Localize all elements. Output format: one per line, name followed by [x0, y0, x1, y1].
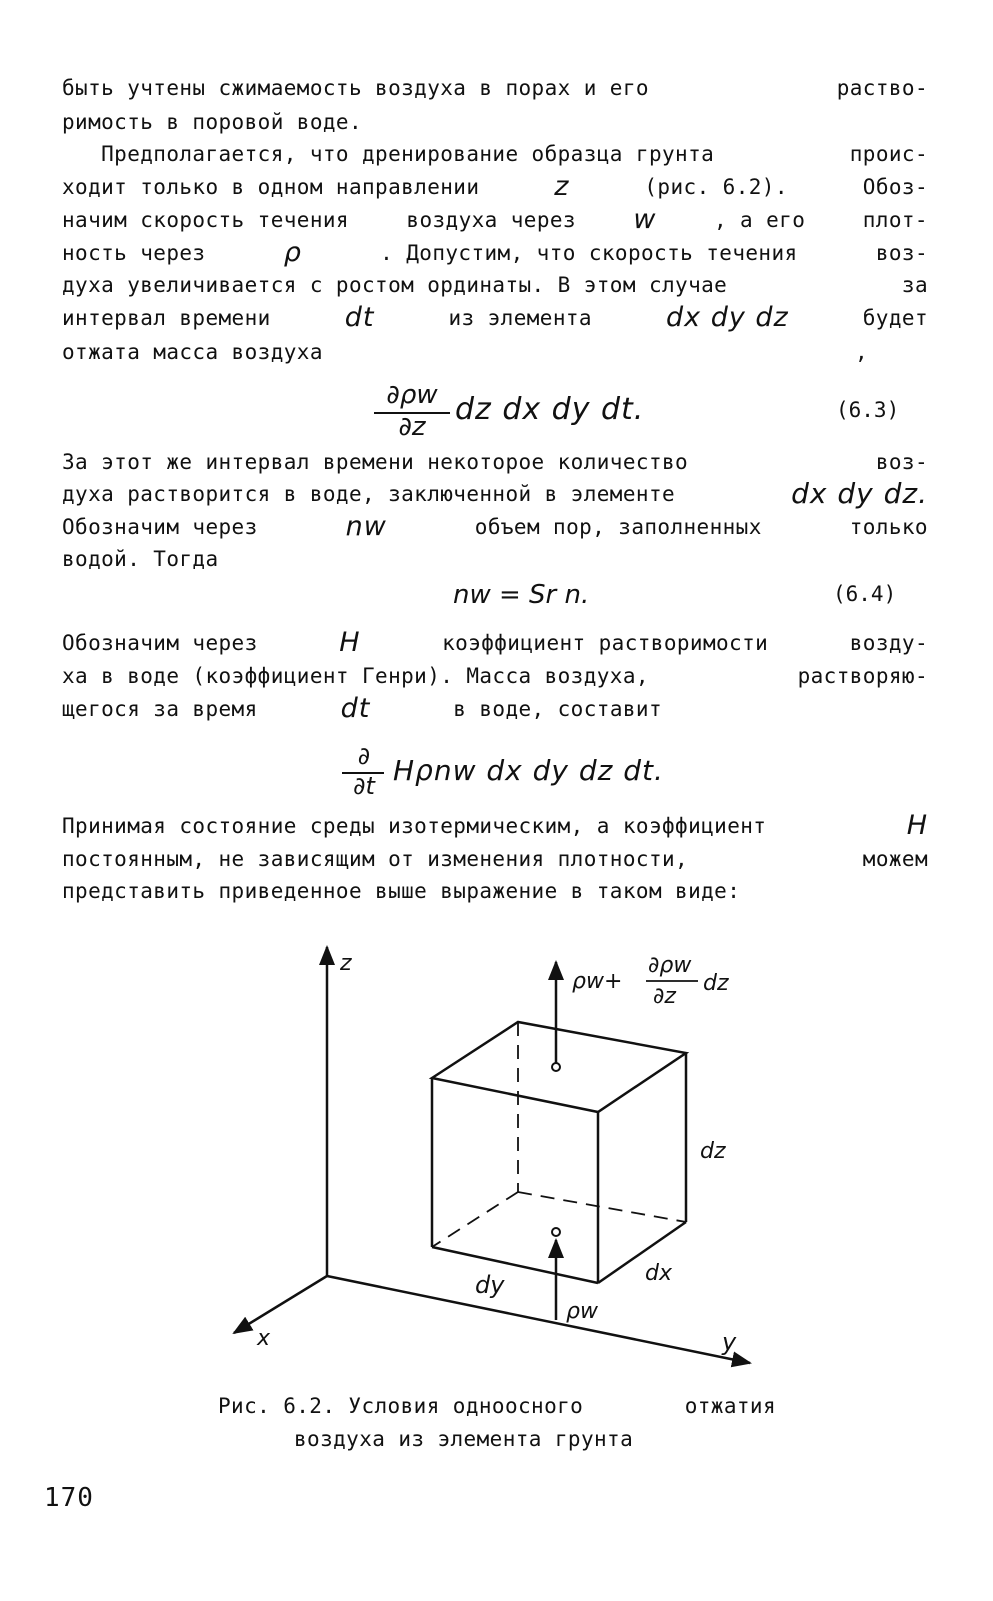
caption-text: отжатия	[684, 1394, 776, 1418]
text-segment: ходит только в одном направлении	[62, 175, 480, 199]
figure-caption-line2: воздуха из элемента грунта	[294, 1427, 634, 1451]
text-segment: интервал времени	[62, 306, 271, 330]
text-segment: начим скорость течения	[62, 208, 349, 232]
text-segment: будет	[862, 306, 928, 330]
math-symbol: dt	[340, 693, 371, 724]
math-symbol: z	[554, 171, 570, 202]
cube-hidden-bottom-back-edge	[518, 1192, 686, 1222]
text-segment: ха в воде (коэффициент Генри). Масса воздуха,	[62, 664, 649, 688]
bottom-flux-label: ρw	[566, 1299, 598, 1324]
text-segment: только	[849, 515, 928, 539]
x-axis	[234, 1276, 327, 1333]
caption-text: Рис. 6.2. Условия одноосного	[218, 1394, 584, 1418]
figure-element-diagram	[0, 930, 993, 1370]
equation-number: (6.4)	[833, 582, 897, 606]
text-segment: Предполагается, что дренирование образца грунта	[62, 142, 715, 166]
cube-bottom-right-edge	[598, 1222, 686, 1283]
text-line	[62, 73, 928, 103]
text-segment: духа растворится в воде, заключенной в элементе	[62, 482, 676, 506]
text-line	[62, 628, 928, 658]
text-segment: коэффициент растворимости	[442, 631, 769, 655]
text-line	[62, 694, 662, 724]
text-line: водой. Тогда	[62, 547, 219, 571]
text-segment: Принимая состояние среды изотермическим, а коэффициент	[62, 814, 767, 838]
text-line	[62, 270, 928, 300]
text-line	[62, 661, 928, 691]
figure-caption	[218, 1394, 776, 1418]
top-flux-fraction-numerator: ∂ρw	[648, 953, 692, 978]
text-segment: Обоз-	[862, 175, 928, 199]
math-symbol: dx dy dz.	[791, 477, 928, 510]
text-segment: за	[901, 273, 928, 297]
text-segment: плот-	[862, 208, 928, 232]
cube-hidden-bottom-left-edge	[432, 1192, 518, 1247]
fraction-denominator: ∂z	[398, 412, 426, 442]
text-segment: быть учтены сжимаемость воздуха в порах и его	[62, 76, 649, 100]
math-symbol: ρ	[283, 237, 302, 268]
text-segment: , а его	[713, 208, 806, 232]
equation-expression: nw = Sr n.	[453, 580, 590, 610]
text-segment: воз-	[875, 241, 928, 265]
text-line: представить приведенное выше выражение в таком виде:	[62, 879, 741, 903]
text-line	[62, 811, 928, 841]
math-symbol: dt	[344, 302, 375, 333]
text-line	[62, 172, 928, 202]
text-segment: объем пор, заполненных	[474, 515, 762, 539]
dimension-dz-label: dz	[700, 1139, 726, 1164]
x-axis-label: x	[257, 1326, 271, 1351]
text-line	[62, 479, 928, 509]
text-line	[62, 447, 928, 477]
math-symbol: H	[906, 810, 928, 841]
math-symbol: w	[633, 204, 657, 235]
text-segment: воздуха через	[406, 208, 576, 232]
text-line	[62, 139, 928, 169]
text-segment: Обозначим через	[62, 515, 258, 539]
top-flux-label: ρw+	[572, 969, 623, 994]
top-flux-point	[552, 1063, 560, 1071]
text-line: римость в поровой воде.	[62, 110, 362, 134]
text-segment: Обозначим через	[62, 631, 258, 655]
text-line	[62, 844, 928, 874]
dimension-dy-label: dy	[475, 1271, 505, 1299]
y-axis-label: y	[722, 1328, 737, 1356]
text-segment: постоянным, не зависящим от изменения плотности,	[62, 847, 689, 871]
text-line	[62, 303, 928, 333]
text-line	[62, 205, 928, 235]
text-segment: можем	[862, 847, 928, 871]
fraction-numerator: ∂	[357, 742, 371, 770]
math-symbol: H	[339, 627, 361, 658]
text-segment: За этот же интервал времени некоторое количество	[62, 450, 689, 474]
text-segment: духа увеличивается с ростом ординаты. В этом случае	[62, 273, 728, 297]
equation-number: (6.3)	[836, 398, 900, 422]
fraction-numerator: ∂ρw	[386, 380, 438, 410]
y-axis	[327, 1276, 750, 1363]
equation-expression: Hρnw dx dy dz dt.	[393, 754, 664, 787]
bottom-flux-point	[552, 1228, 560, 1236]
text-segment: . Допустим, что скорость течения	[380, 241, 798, 265]
text-segment: ,	[854, 340, 868, 364]
equation-expression: dz dx dy dt.	[455, 392, 645, 427]
text-segment: растворяю-	[797, 664, 928, 688]
math-symbol: nw	[345, 511, 387, 542]
math-symbol: dx dy dz	[666, 302, 789, 333]
text-line	[62, 512, 928, 542]
text-line	[62, 337, 928, 367]
text-segment: отжата масса воздуха	[62, 340, 323, 364]
soil-element-cube	[432, 1022, 686, 1283]
text-segment: возду-	[849, 631, 928, 655]
text-segment: из элемента	[448, 306, 592, 330]
text-line	[62, 238, 928, 268]
text-segment: проис-	[849, 142, 928, 166]
text-segment: ность через	[62, 241, 206, 265]
z-axis-label: z	[340, 951, 352, 976]
text-segment: щегося за время	[62, 697, 258, 721]
dimension-dx-label: dx	[645, 1261, 672, 1286]
top-flux-dz: dz	[703, 971, 729, 996]
top-flux-fraction-denominator: ∂z	[653, 984, 676, 1009]
fraction-denominator: ∂t	[353, 772, 375, 800]
text-segment: воз-	[875, 450, 928, 474]
cube-bottom-front-edge	[432, 1247, 598, 1283]
text-segment: в воде, составит	[453, 697, 662, 721]
page-number: 170	[44, 1483, 94, 1513]
text-segment: раство-	[836, 76, 928, 100]
text-segment: (рис. 6.2).	[644, 175, 788, 199]
